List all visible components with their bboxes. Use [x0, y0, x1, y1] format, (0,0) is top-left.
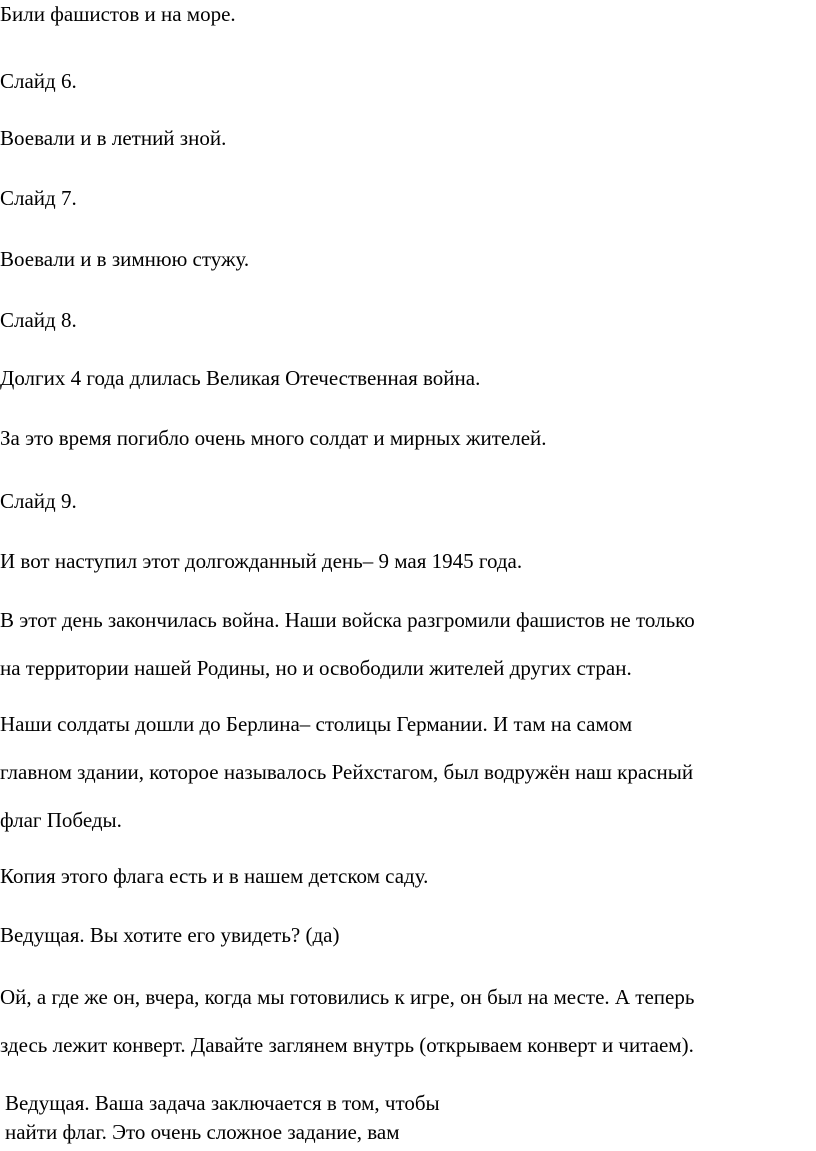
text-line: Слайд 8. [0, 308, 77, 332]
paragraph-13 [0, 866, 428, 887]
text-line: найти флаг. Это очень сложное задание, вам [5, 1120, 400, 1144]
text-line: Ведущая. Вы хотите его увидеть? (да) [0, 923, 340, 947]
paragraph-1 [0, 4, 236, 25]
paragraph-10 [0, 551, 522, 572]
paragraph-3 [0, 128, 226, 149]
text-line: В этот день закончилась война. Наши войска разгромили фашистов не только [0, 608, 695, 632]
text-line: на территории нашей Родины, но и освободили жителей других стран. [0, 656, 632, 680]
text-line: Долгих 4 года длилась Великая Отечественная война. [0, 366, 481, 390]
text-line: Били фашистов и на море. [0, 2, 236, 26]
text-line: Копия этого флага есть и в нашем детском саду. [0, 864, 429, 888]
text-line: За это время погибло очень много солдат и мирных жителей. [0, 426, 547, 450]
paragraph-5 [0, 249, 249, 270]
text-line: главном здании, которое называлось Рейхстагом, был водружён наш красный [0, 760, 694, 784]
paragraph-slide-7 [0, 188, 77, 209]
paragraph-slide-9 [0, 491, 77, 512]
paragraph-slide-6 [0, 71, 77, 92]
paragraph-12 [0, 714, 693, 831]
paragraph-7 [0, 368, 480, 389]
text-line: Слайд 7. [0, 186, 77, 210]
text-line: здесь лежит конверт. Давайте заглянем внутрь (открываем конверт и читаем). [0, 1033, 694, 1057]
paragraph-16 [5, 1093, 440, 1143]
text-line: И вот наступил этот долгожданный день– 9 мая 1945 года. [0, 549, 523, 573]
text-line: флаг Победы. [0, 808, 122, 832]
paragraph-15 [0, 987, 694, 1056]
text-line: Наши солдаты дошли до Берлина– столицы Германии. И там на самом [0, 712, 633, 736]
paragraph-11 [0, 610, 695, 679]
text-line: Воевали и в летний зной. [0, 126, 227, 150]
text-line: Ведущая. Ваша задача заключается в том, чтобы [5, 1091, 440, 1115]
paragraph-8 [0, 428, 547, 449]
paragraph-slide-8 [0, 310, 77, 331]
text-line: Слайд 9. [0, 489, 77, 513]
text-line: Ой, а где же он, вчера, когда мы готовились к игре, он был на месте. А теперь [0, 985, 695, 1009]
text-line: Слайд 6. [0, 69, 77, 93]
text-line: Воевали и в зимнюю стужу. [0, 247, 250, 271]
paragraph-14 [0, 925, 339, 946]
